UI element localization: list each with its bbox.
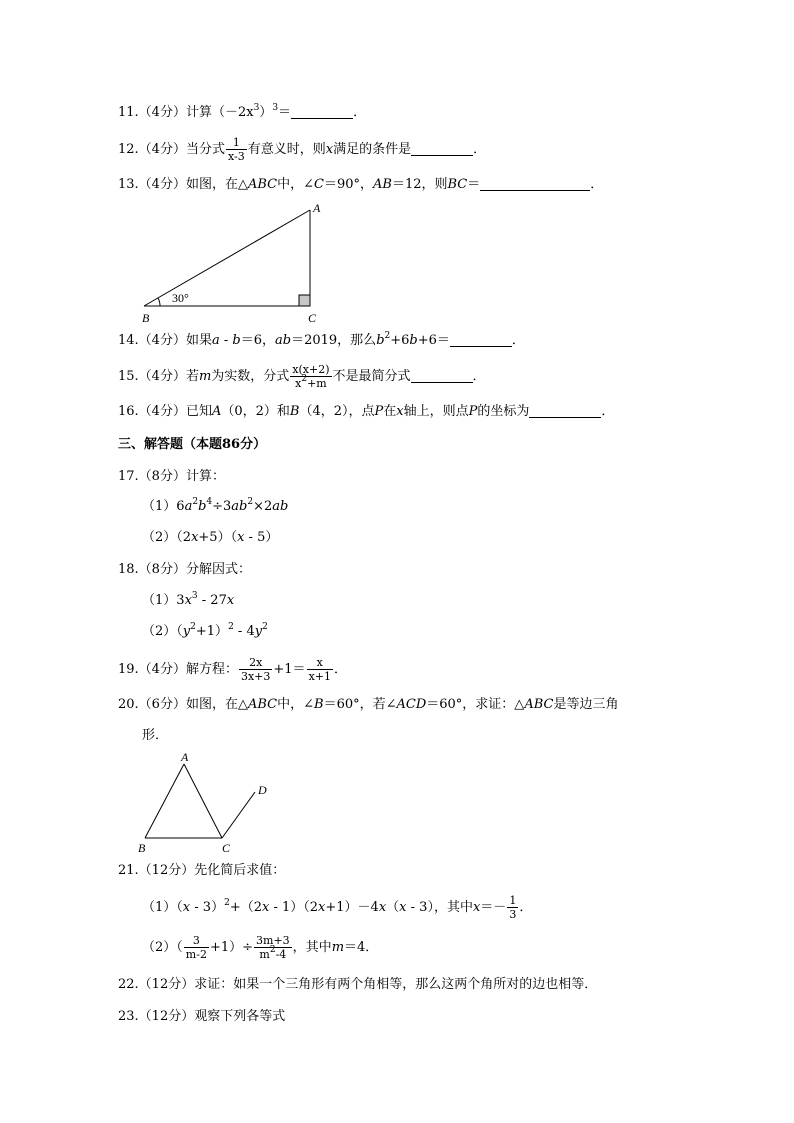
question-14: 14.（4分）如果a - b＝6，ab＝2019，那么$b^2+6b+6=$ ．	[118, 331, 525, 348]
question-22: 22.（12分）求证：如果一个三角形有两个角相等，那么这两个角所对的边也相等．	[118, 977, 598, 992]
question-number: 17.（8分）	[118, 469, 186, 484]
triangle-figure-13	[130, 196, 330, 326]
ray-cd	[222, 792, 255, 838]
answer-blank[interactable]	[450, 332, 512, 347]
question-13: 13.（4分）如图，在△ABC中，∠C＝90°，AB＝12，则BC＝ ．	[118, 177, 604, 192]
question-17-part-2: （2）（2x+5）（x - 5）	[142, 530, 279, 545]
answer-blank[interactable]	[480, 176, 590, 191]
vertex-c-label: C	[222, 841, 231, 855]
question-17: 17.（8分）计算：	[118, 469, 225, 484]
question-number: 15.（4分）	[118, 369, 186, 384]
triangle-figure-20	[130, 748, 280, 856]
question-18-part-2: $(2)(y^2+1)^2 - 4y^2$	[142, 622, 268, 639]
fraction: $\frac{1}{3}$	[509, 894, 517, 921]
vertex-b-label: B	[138, 841, 146, 855]
question-18: 18.（8分）分解因式：	[118, 562, 251, 577]
vertex-a-label: A	[313, 201, 321, 215]
angle-label: 30°	[172, 291, 189, 305]
question-20-continued: 形．	[142, 728, 169, 743]
question-21-part-1: （1）（x - 3）$^2$+（2x - 1）（2x+1）－4x（x - 3），其中x＝－ $\frac{1}{3}$ ．	[142, 894, 533, 921]
fraction: $\frac{x}{x+1}$	[308, 656, 331, 683]
question-12: 12.（4分）当分式 $\frac{1}{x-3}$ 有意义时，则x满足的条件是 ．	[118, 136, 487, 163]
question-number: 14.（4分）	[118, 333, 186, 348]
vertex-c-label: C	[308, 311, 317, 325]
question-number: 23.（12分）	[118, 1009, 195, 1024]
question-15: 15.（4分）若m为实数，分式 $\frac{x(x+2)}{x^2+m}$ 不是最简分式 ．	[118, 363, 486, 390]
vertex-d-label: D	[258, 783, 267, 797]
answer-blank[interactable]	[411, 368, 473, 383]
answer-blank[interactable]	[529, 403, 601, 418]
question-number: 16.（4分）	[118, 404, 186, 419]
fraction: $\frac{x(x+2)}{x^2+m}$	[292, 363, 330, 390]
question-21-part-2: （2）（ $\frac{3}{m-2}$ +1）÷ $\frac{3m+3}{m^2-4}$ ，其中m＝4．	[142, 934, 379, 961]
question-number: 19.（4分）	[118, 662, 186, 677]
question-20: 20.（6分）如图，在△ABC中，∠B＝60°，若∠ACD＝60°，求证：△ABC是等边三角	[118, 697, 619, 712]
vertex-b-label: B	[142, 311, 150, 325]
question-18-part-1: $(1)3x^3 - 27x$	[142, 591, 235, 608]
side-ab	[144, 210, 310, 306]
question-23: 23.（12分）观察下列各等式	[118, 1009, 286, 1024]
question-16: 16.（4分）已知A（0，2）和B（4，2），点P在x轴上，则点P的坐标为 ．	[118, 404, 615, 419]
fraction: $\frac{3m+3}{m^2-4}$	[256, 934, 290, 961]
side-ab	[145, 764, 184, 838]
side-ac	[184, 764, 222, 838]
question-number: 11.（4分）	[118, 105, 186, 120]
answer-blank[interactable]	[411, 141, 473, 156]
fraction: $\frac{1}{x-3}$	[227, 136, 245, 163]
question-11: 11.（4分）计算$(-2x^3)^3=$ ．	[118, 103, 367, 120]
question-number: 12.（4分）	[118, 142, 186, 157]
fraction: $\frac{2x}{3x+3}$	[240, 656, 271, 683]
question-number: 20.（6分）	[118, 697, 186, 712]
vertex-a-label: A	[181, 750, 189, 764]
question-number: 18.（8分）	[118, 562, 186, 577]
answer-blank[interactable]	[291, 104, 353, 119]
question-number: 13.（4分）	[118, 177, 186, 192]
question-number: 22.（12分）	[118, 977, 195, 992]
question-17-part-1: $(1)6a^2b^4\div 3ab^2\times 2ab$	[142, 497, 289, 514]
right-angle-mark	[299, 295, 310, 306]
fraction: $\frac{3}{m-2}$	[185, 934, 207, 961]
question-21: 21.（12分）先化简后求值：	[118, 863, 286, 878]
question-number: 21.（12分）	[118, 863, 195, 878]
question-19: 19.（4分）解方程： $\frac{2x}{3x+3}$ +1＝ $\frac{x}{x+1}$ ．	[118, 656, 347, 683]
angle-arc	[158, 298, 160, 306]
section-heading: 三、解答题（本题86分）	[118, 437, 267, 452]
